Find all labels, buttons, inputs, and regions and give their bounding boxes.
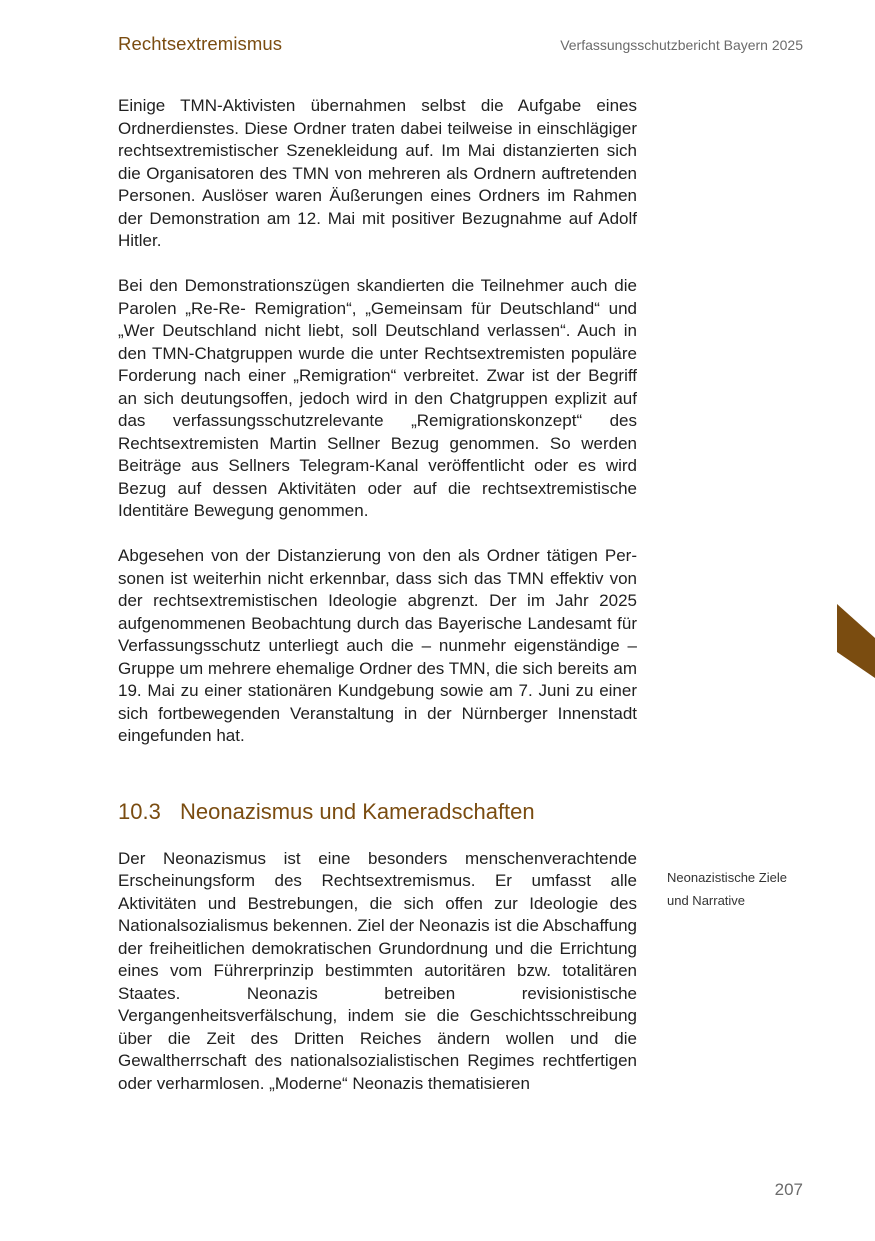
- margin-note-line-1: Neonazistische Ziele: [667, 870, 787, 885]
- running-header-chapter: Rechtsextremismus: [118, 33, 283, 54]
- paragraph-distanzierung: Abgesehen von der Distanzierung von den als Ordner tätigen Personen ist weiterhin nicht erkennbar, dass sich das TMN effektiv von der rechtsextremistischen Ideologie abgrenzt. Der im Jahr 2025 aufgenommenen Beobachtung durch das Bayerische Landesamt für Verfassungsschutz unterliegt auch die – nunmehr eigenständige – Gruppe um mehrere ehemalige Ordner des TMN, die sich bereits am 19. Mai zu einer stationären Kundgebung sowie am 7. Juni zu einer sich fortbewegenden Veranstaltung in der Nürnberger Innenstadt eingefunden hat.: [118, 546, 637, 745]
- paragraph-parolen: Bei den Demonstrationszügen skandierten die Teilnehmer auch die Parolen „Re-Re- Remigration“, „Gemeinsam für Deutschland“ und „Wer Deutschland nicht liebt, soll Deutschland verlassen“. Auch in den TMN-Chatgruppen wurde die unter Rechtsextremisten populäre Forderung nach einer „Remigration“ verbreitet. Zwar ist der Begriff an sich deutungsoffen, jedoch wird in den Chatgruppen explizit auf das verfassungsschutzrelevante „Remigrationskonzept“ des Rechtsextremisten Martin Sellner Bezug genommen. So werden Beiträge aus Sellners Telegram-Kanal veröffentlicht oder es wird Bezug auf dessen Aktivitäten oder auf die rechtsextremistische Identitäre Bewegung genommen.: [118, 276, 637, 520]
- margin-note: [667, 867, 817, 912]
- page-number: 207: [774, 1180, 803, 1199]
- margin-note-line-2: und Narrative: [667, 892, 746, 908]
- running-header-publication: Verfassungsschutzbericht Bayern 2025: [560, 37, 803, 53]
- paragraph-ordnerdienst: Einige TMN-Aktivisten übernahmen selbst die Aufgabe eines Ordnerdienstes. Diese Ordner traten dabei teilweise in einschlägiger rechtsextremistischer Szenekleidung auf. Im Mai distanzierten sich die Organisatoren des TMN von mehreren als Ordnern auftretenden Personen. Auslöser waren Äußerungen eines Ordners im Rahmen der Demonstration am 12. Mai mit positiver Bezugnahme auf Adolf Hitler.: [118, 96, 637, 250]
- thumb-tab-shape: [837, 604, 875, 678]
- section-number: 10.3: [118, 798, 161, 824]
- main-text-column: [118, 95, 637, 1118]
- paragraph-neonazismus: Der Neonazismus ist eine besonders menschenverachtende Erscheinungsform des Rechtsextremismus. Er umfasst alle Aktivitäten und Bestrebungen, die sich offen zur Ideologie des Nationalsozialismus bekennen. Ziel der Neonazis ist die Abschaffung der freiheitlichen demokratischen Grundordnung und die Errichtung eines vom Führerprinzip bestimmten autoritären bzw. totalitären Staates. Neonazis betreiben revisionistische Vergangenheitsverfälschung, indem sie die Geschichtsschreibung über die Zeit des Dritten Reiches ändern wollen und die Gewaltherrschaft des nationalsozialistischen Regimes rechtfertigen oder verharmlosen. „Moderne“ Neonazis thematisieren: [118, 848, 637, 1093]
- section-heading: [118, 798, 637, 826]
- section-title: Neonazismus und Kameradschaften: [180, 798, 535, 824]
- chapter-thumb-tab: [837, 604, 875, 678]
